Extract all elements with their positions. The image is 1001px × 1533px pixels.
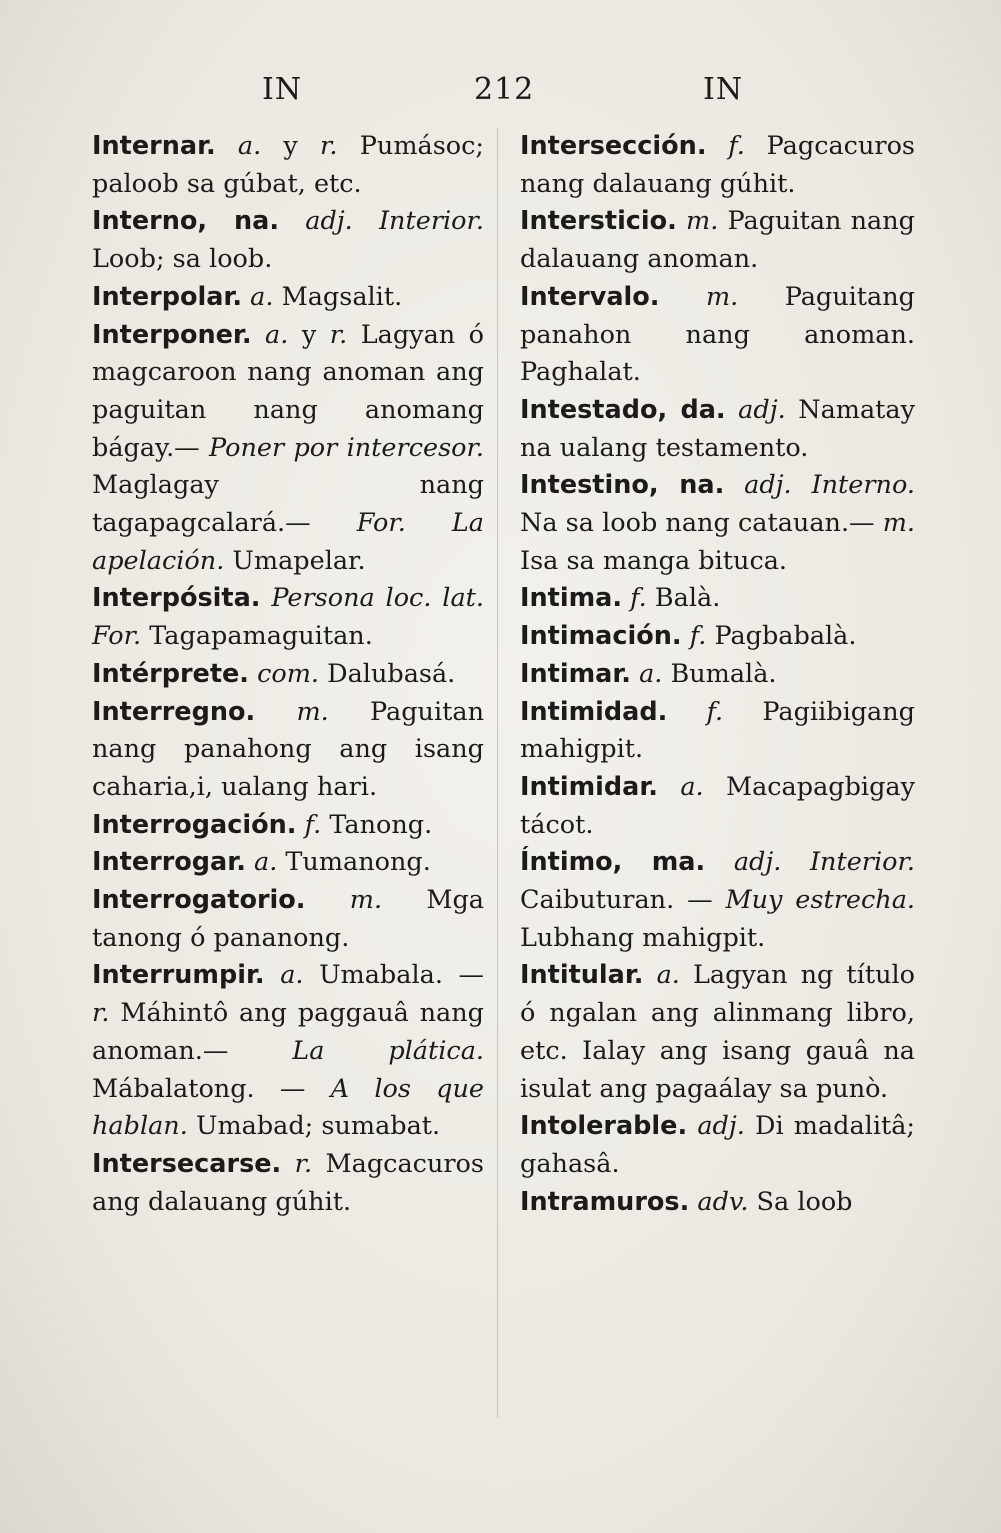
translation: Tumanong. — [285, 847, 431, 878]
translation: Pagiibigang mahigpit. — [520, 696, 916, 765]
translation: Bumalà. — [670, 658, 777, 689]
dictionary-entry: Intervalo. m. Paguitang panahon nang anoman. Paghalat. — [520, 281, 916, 388]
headword: Interno, na. — [92, 206, 280, 237]
translation: Lagyan ó magcaroon nang anoman ang paguitan nang anomang bágay.— — [92, 319, 485, 463]
headword: Interregno. — [92, 696, 256, 727]
dictionary-entry: Intima. f. Balà. — [520, 583, 721, 614]
translation: Sa loob — [756, 1186, 853, 1217]
headword: Intestino, na. — [520, 470, 725, 501]
dictionary-entry: Interponer. a. y r. Lagyan ó magcaroon nang anoman ang paguitan nang anomang bágay.— Poner por intercesor. Maglagay nang tagapagcalará.— For. La apelación. Umapelar. — [92, 319, 485, 576]
headword: Interponer. — [92, 319, 252, 350]
headword: Intimidar. — [520, 771, 658, 802]
headword: Internar. — [92, 131, 216, 161]
dictionary-entry: Intersección. f. Pagcacuros nang dalauang gúhit. — [520, 131, 916, 199]
headword: Interrumpir. — [92, 960, 265, 991]
translation: Tanong. — [329, 809, 433, 840]
translation: Magcacuros ang dalauang gúhit. — [92, 1148, 485, 1217]
translation: Pumásoc; paloob sa gúbat, etc. — [92, 131, 485, 199]
left-guide-word: IN — [262, 72, 303, 107]
translation: Na sa loob nang catauan.— — [520, 508, 875, 539]
translation: Mga tanong ó pananong. — [92, 885, 484, 953]
page-header — [0, 72, 1001, 122]
translation: Paguitan nang panahong ang isang caharia,i, ualang hari. — [92, 696, 485, 802]
headword: Interrogatorio. — [92, 885, 306, 916]
dictionary-entry: Intitular. a. Lagyan ng título ó ngalan ang alinmang libro, etc. Ialay ang isang gauâ na isulat ang pagaálay sa punò. — [520, 960, 915, 1104]
dictionary-entry: Intramuros. adv. Sa loob — [520, 1186, 853, 1217]
dictionary-entry: Intolerable. adj. Di madalitâ; gahasâ. — [520, 1111, 916, 1179]
headword: Intersección. — [520, 131, 707, 161]
dictionary-entry: Íntimo, ma. adj. Interior. Caibuturan. — Muy estrecha. Lubhang mahigpit. — [520, 847, 915, 953]
headword: Intersecarse. — [92, 1148, 282, 1179]
headword: Intimar. — [520, 658, 631, 689]
dictionary-entry: Intimación. f. Pagbabalà. — [520, 621, 857, 652]
headword: Intitular. — [520, 960, 644, 991]
headword: Intimación. — [520, 621, 682, 652]
translation: Lagyan ng título ó ngalan ang alinmang libro, etc. Ialay ang isang gauâ na isulat ang pagaálay sa punò. — [520, 960, 915, 1104]
translation: Paguitan nang dalauang anoman. — [520, 206, 915, 275]
translation: Tagapamaguitan. — [149, 621, 373, 652]
headword: Intersticio. — [520, 206, 677, 237]
translation: Máhintô ang paggauâ nang anoman.— — [92, 998, 485, 1066]
headword: Intolerable. — [520, 1111, 688, 1142]
translation: Caibuturan. — — [520, 885, 713, 916]
translation: Magsalit. — [281, 281, 403, 312]
right-guide-word: IN — [703, 72, 744, 107]
dictionary-entry: Intersticio. m. Paguitan nang dalauang anoman. — [520, 206, 915, 275]
dictionary-entry: Interno, na. adj. Interior. Loob; sa loob. — [92, 206, 485, 275]
headword: Interrogar. — [92, 847, 246, 878]
headword: Interpósita. — [92, 583, 261, 614]
dictionary-entry: Intérprete. com. Dalubasá. — [92, 658, 456, 689]
translation: Pagcacuros nang dalauang gúhit. — [520, 131, 916, 199]
translation: Dalubasá. — [327, 658, 456, 689]
headword: Intimidad. — [520, 696, 668, 727]
headword: Interrogación. — [92, 809, 297, 840]
translation: Macapagbigay tácot. — [520, 771, 916, 840]
dictionary-entry: Intersecarse. r. Magcacuros ang dalauang gúhit. — [92, 1148, 485, 1217]
headword: Intima. — [520, 583, 623, 614]
dictionary-entry: Interrogar. a. Tumanong. — [92, 847, 431, 878]
dictionary-entry: Interpolar. a. Magsalit. — [92, 281, 403, 312]
headword: Intestado, da. — [520, 394, 726, 425]
translation: Paguitang panahon nang anoman. Paghalat. — [520, 281, 916, 388]
right-column — [520, 128, 915, 1221]
dictionary-entry: Interregno. m. Paguitan nang panahong ang isang caharia,i, ualang hari. — [92, 696, 485, 802]
dictionary-entry: Interpósita. Persona loc. lat. For. Tagapamaguitan. — [92, 583, 484, 652]
dictionary-entry: Intimidar. a. Macapagbigay tácot. — [520, 771, 916, 840]
dictionary-entry: Intimar. a. Bumalà. — [520, 658, 777, 689]
translation: Di madalitâ; gahasâ. — [520, 1111, 916, 1179]
dictionary-entry: Interrogatorio. m. Mga tanong ó pananong. — [92, 885, 484, 953]
translation: Loob; sa loob. — [92, 244, 273, 275]
dictionary-entry: Intestino, na. adj. Interno. Na sa loob nang catauan.— m. Isa sa manga bituca. — [520, 470, 916, 576]
dictionary-entry: Internar. a. y r. Pumásoc; paloob sa gúbat, etc. — [92, 131, 485, 199]
left-column — [92, 128, 484, 1221]
headword: Intérprete. — [92, 658, 249, 689]
headword: Íntimo, ma. — [520, 847, 706, 878]
dictionary-entry: Intimidad. f. Pagiibigang mahigpit. — [520, 696, 916, 765]
translation: Pagbabalà. — [714, 621, 857, 652]
dictionary-entry: Interrumpir. a. Umabala. — r. Máhintô ang paggauâ nang anoman.— La plática. Mábalatong. — A los que hablan. Umabad; sumabat. — [92, 960, 485, 1142]
dictionary-entry: Intestado, da. adj. Namatay na ualang testamento. — [520, 394, 916, 463]
headword: Interpolar. — [92, 281, 243, 312]
headword: Intervalo. — [520, 281, 660, 312]
translation: Namatay na ualang testamento. — [520, 394, 916, 463]
page-number: 212 — [474, 72, 535, 107]
dictionary-entry: Interrogación. f. Tanong. — [92, 809, 433, 840]
column-divider — [497, 128, 498, 1418]
headword: Intramuros. — [520, 1186, 690, 1217]
translation: Balà. — [654, 583, 721, 614]
